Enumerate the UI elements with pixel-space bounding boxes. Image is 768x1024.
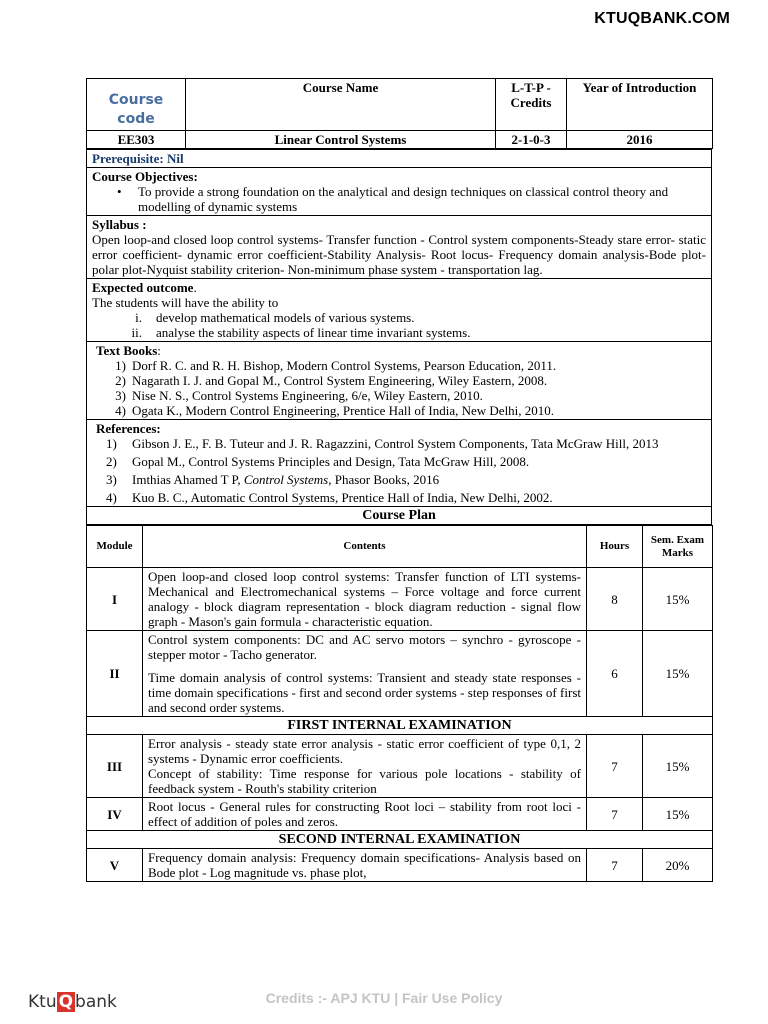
- reference-item: 4) Kuo B. C., Automatic Control Systems, Prentice Hall of India, New Delhi, 2002.: [106, 490, 553, 505]
- syllabus-title: Syllabus :: [92, 217, 147, 232]
- outcome-section: Expected outcome. The students will have the ability to i. develop mathematical models of various systems. ii. analyse the stability aspects of linear time invariant systems.: [87, 279, 712, 342]
- module-marks: 20%: [643, 849, 713, 882]
- footer-credits: Credits :- APJ KTU | Fair Use Policy: [265, 990, 503, 1006]
- module-contents: Open loop-and closed loop control systems: Transfer function of LTI systems-Mechanical and Electromechanical systems – Force voltage and force current analogy - block diagram representation - block diagram reduction - signal flow graph - Mason's gain formula - characteristic equation.: [143, 568, 587, 631]
- module-marks: 15%: [643, 798, 713, 831]
- objective-item: • To provide a strong foundation on the analytical and design techniques on classical control theory and modelling of dynamic systems: [138, 184, 706, 214]
- module-contents: Control system components: DC and AC servo motors – synchro - gyroscope - stepper motor - Tacho generator. Time domain analysis of control systems: Transient and steady state responses - time domain specifications - first and second order systems - step responses of first and second order systems.: [143, 631, 587, 717]
- course-code: EE303: [87, 131, 186, 149]
- objectives-title: Course Objectives:: [92, 169, 198, 184]
- text-book-item: 1) Dorf R. C. and R. H. Bishop, Modern Control Systems, Pearson Education, 2011.: [115, 358, 557, 373]
- course-header-table: [86, 78, 713, 149]
- module-contents: Frequency domain analysis: Frequency domain specifications- Analysis based on Bode plot - Log magnitude vs. phase plot,: [143, 849, 587, 882]
- text-books-section: Text Books: 1) Dorf R. C. and R. H. Bishop, Modern Control Systems, Pearson Education, 2011. 2) Nagarath I. J. and Gopal M., Control System Engineering, Wiley Eastern, 2008. 3) Nise N. S., Control Systems Engineering, 6/e, Wiley Eastern, 2010. 4) Ogata K., Modern Control Engineering, Prentice Hall of India, New Delhi, 2010.: [87, 342, 712, 420]
- references-section: [87, 420, 712, 507]
- text-book-item: 2) Nagarath I. J. and Gopal M., Control System Engineering, Wiley Eastern, 2008.: [115, 373, 548, 388]
- module-number: V: [87, 849, 143, 882]
- reference-item: 1) Gibson J. E., F. B. Tuteur and J. R. Ragazzini, Control System Components, Tata McGraw Hill, 2013: [106, 436, 659, 451]
- module-hours: 6: [587, 631, 643, 717]
- table-row: [87, 849, 713, 882]
- module-contents: Error analysis - steady state error analysis - static error coefficient of type 0,1, 2 systems - Dynamic error coefficients. Concept of stability: Time response for various pole locations - stability of feedback system - Routh's stability criterion: [143, 735, 587, 798]
- course-name: Linear Control Systems: [186, 131, 496, 149]
- text-book-item: 3) Nise N. S., Control Systems Engineering, 6/e, Wiley Eastern, 2010.: [115, 388, 483, 403]
- second-internal-exam: SECOND INTERNAL EXAMINATION: [87, 831, 713, 849]
- col-contents: Contents: [143, 526, 587, 568]
- module-number: III: [87, 735, 143, 798]
- course-name-label: Course Name: [186, 79, 496, 131]
- module-hours: 8: [587, 568, 643, 631]
- outcome-item: i. develop mathematical models of various systems.: [135, 310, 415, 325]
- syllabus-section: [87, 216, 712, 279]
- syllabus-document: [86, 78, 712, 882]
- table-row: [87, 631, 713, 717]
- year-value: 2016: [567, 131, 713, 149]
- module-number: I: [87, 568, 143, 631]
- module-hours: 7: [587, 735, 643, 798]
- module-contents: Root locus - General rules for constructing Root loci – stability from root loci - effect of addition of poles and zeros.: [143, 798, 587, 831]
- col-hours: Hours: [587, 526, 643, 568]
- site-name: KTUQBANK.COM: [594, 10, 730, 27]
- module-number: IV: [87, 798, 143, 831]
- outcome-intro: The students will have the ability to: [92, 295, 279, 310]
- objectives-section: [87, 168, 712, 216]
- col-marks: Sem. Exam Marks: [643, 526, 713, 568]
- outcome-item: ii. analyse the stability aspects of linear time invariant systems.: [131, 325, 471, 340]
- first-internal-exam: FIRST INTERNAL EXAMINATION: [87, 717, 713, 735]
- table-row: [87, 735, 713, 798]
- ltp-value: 2-1-0-3: [496, 131, 567, 149]
- reference-item: 2) Gopal M., Control Systems Principles and Design, Tata McGraw Hill, 2008.: [106, 454, 530, 469]
- prerequisite: Prerequisite: Nil: [87, 150, 712, 168]
- references-title: References:: [96, 421, 161, 436]
- reference-item: 3) Imthias Ahamed T P, Control Systems, Phasor Books, 2016: [106, 472, 440, 487]
- module-marks: 15%: [643, 735, 713, 798]
- year-label: Year of Introduction: [567, 79, 713, 131]
- course-code-label: Course code: [87, 79, 186, 131]
- text-book-item: 4) Ogata K., Modern Control Engineering, Prentice Hall of India, New Delhi, 2010.: [115, 403, 555, 418]
- course-plan-title: Course Plan: [87, 507, 712, 525]
- col-module: Module: [87, 526, 143, 568]
- module-marks: 15%: [643, 568, 713, 631]
- module-marks: 15%: [643, 631, 713, 717]
- course-body-table: [86, 149, 712, 525]
- module-hours: 7: [587, 849, 643, 882]
- syllabus-text: Open loop-and closed loop control systems- Transfer function - Control system components-Steady stare error- static error coefficient- dynamic error coefficient-Stability Analysis- Root locus- Frequency domain analysis-Bode plot-polar plot-Nyquist stability criterion- Non-minimum phase system - transportation lag.: [92, 232, 706, 277]
- outcome-title: Expected outcome: [92, 280, 194, 295]
- table-row: [87, 568, 713, 631]
- module-hours: 7: [587, 798, 643, 831]
- table-row: [87, 798, 713, 831]
- ktuqbank-logo: Ktu Q bank: [28, 992, 117, 1012]
- course-plan-table: [86, 525, 713, 882]
- module-number: II: [87, 631, 143, 717]
- text-books-title: Text Books: [96, 343, 158, 358]
- ltp-label: L-T-P - Credits: [496, 79, 567, 131]
